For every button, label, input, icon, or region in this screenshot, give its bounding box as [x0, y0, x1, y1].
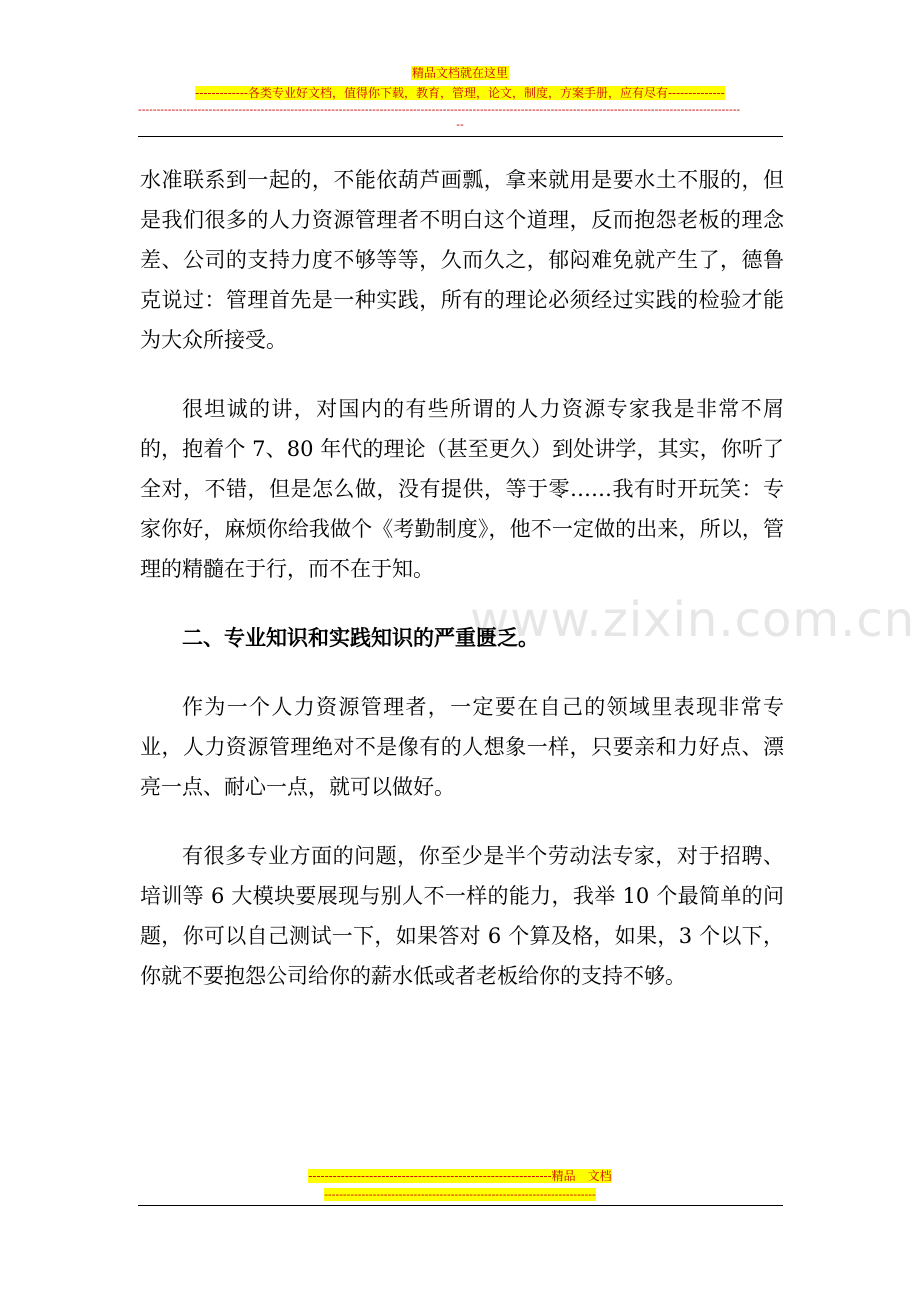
header-dash-line: ------------------------------------------------------------------------------------------------------------------------------------------------------------------	[138, 103, 741, 116]
header-title-text: 精品文档就在这里	[411, 66, 508, 80]
section-heading: 二、专业知识和实践知识的严重匮乏。	[182, 625, 539, 650]
footer-rule	[138, 1205, 783, 1206]
footer-row-2	[0, 1188, 920, 1201]
document-body	[140, 160, 784, 1025]
header-title	[0, 66, 920, 81]
paragraph-4: 有很多专业方面的问题，你至少是半个劳动法专家，对于招聘、培训等 6 大模块要展现与别人不一样的能力，我举 10 个最简单的问题，你可以自己测试一下，如果答对 6 个算及格，如果，3 个以下，你就不要抱怨公司给你的薪水低或者老板给你的支持不够。	[140, 844, 784, 988]
paragraph-3: 作为一个人力资源管理者，一定要在自己的领域里表现非常专业，人力资源管理绝对不是像有的人想象一样，只要亲和力好点、漂亮一点、耐心一点，就可以做好。	[140, 695, 784, 799]
footer-row-1	[0, 1169, 920, 1184]
header-dash-tail: --	[456, 118, 464, 131]
header-rule	[138, 136, 783, 137]
header-subtitle-text: -------------各类专业好文档，值得你下载，教育，管理，论文，制度，方案手册，应有尽有--------------	[195, 86, 725, 100]
footer-row-1-text: ------------------------------------------------------------精品 文档	[308, 1169, 612, 1183]
paragraph-2: 很坦诚的讲，对国内的有些所谓的人力资源专家我是非常不屑的，抱着个 7、80 年代的理论（甚至更久）到处讲学，其实，你听了全对，不错，但是怎么做，没有提供，等于零……我有时开玩笑：专家你好，麻烦你给我做个《考勤制度》，他不一定做的出来，所以，管理的精髓在于行，而不在于知。	[140, 397, 784, 581]
paragraph-1: 水准联系到一起的，不能依葫芦画瓢，拿来就用是要水土不服的，但是我们很多的人力资源管理者不明白这个道理，反而抱怨老板的理念差、公司的支持力度不够等等，久而久之，郁闷难免就产生了，德鲁克说过：管理首先是一种实践，所有的理论必须经过实践的检验才能为大众所接受。	[140, 168, 784, 352]
header-subtitle	[0, 86, 920, 101]
watermark: www.zixin.com.cn	[470, 592, 916, 648]
footer-row-2-text: -------------------------------------------------------------------------	[324, 1188, 596, 1201]
